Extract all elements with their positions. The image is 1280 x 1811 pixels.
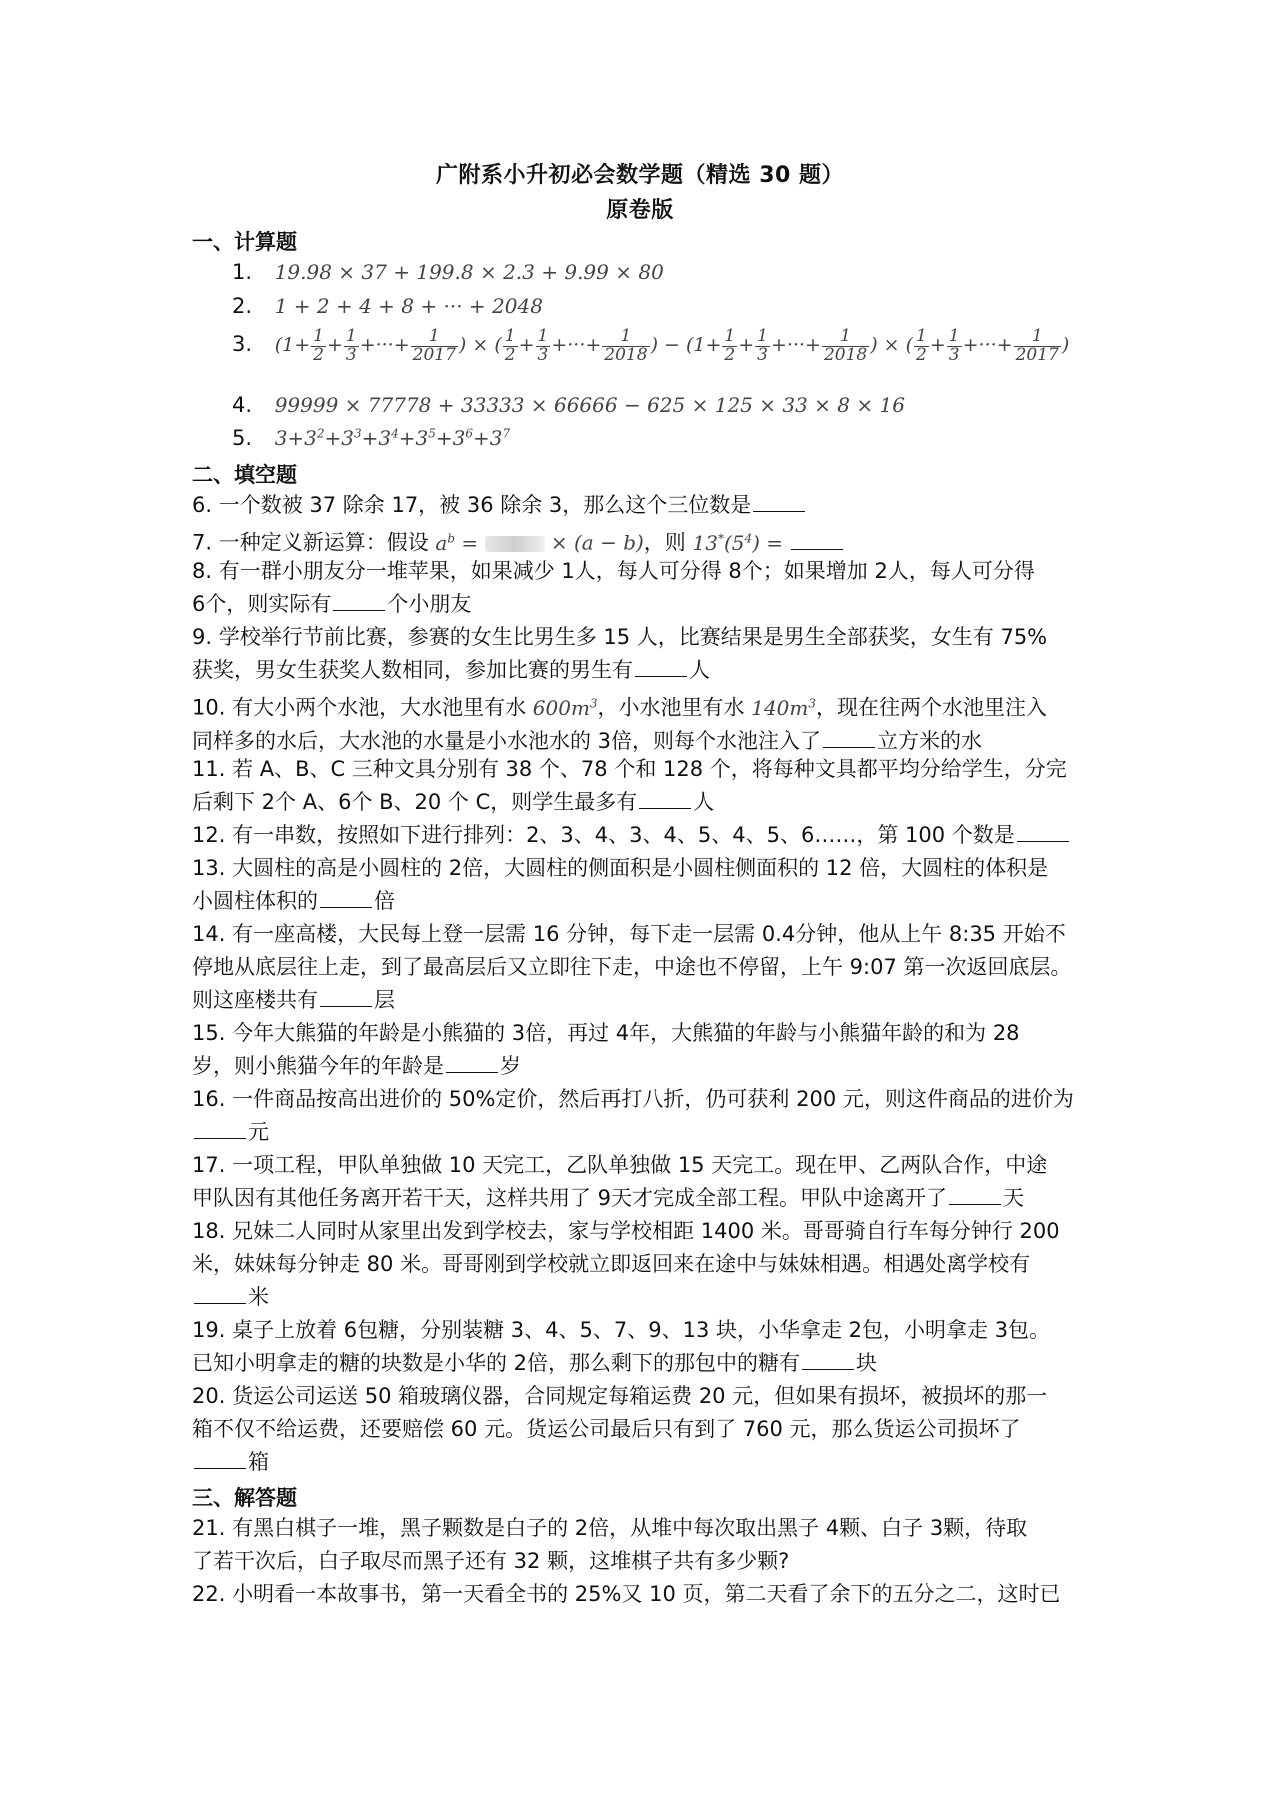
query-formula: $13^*(5^4)$ = bbox=[692, 530, 790, 555]
question-13 bbox=[192, 852, 1092, 918]
page-title: 广附系小升初必会数学题（精选 30 题） bbox=[436, 163, 844, 188]
question-18 bbox=[192, 1215, 1092, 1314]
page-subtitle: 原卷版 bbox=[606, 198, 674, 223]
calc-item-4 bbox=[232, 393, 905, 417]
question-text: 6. 一个数被 37 除余 17，被 36 除余 3，那么这个三位数是 bbox=[192, 493, 752, 517]
question-text-line-2: 甲队因有其他任务离开若干天，这样共用了 9天才完成全部工程。甲队中途离开了 bbox=[192, 1186, 948, 1210]
calc-expression-fractions: (1+ $\frac{1}{2}$ + $\frac{1}{3}$ +···+ $\frac{1}{2017}$ ) × ( $\frac{1}{2}$ + $\frac{1}{3}$ +···+ $\frac{1}{2018}$ ) − (1+ $\frac{1}{2}$ + $\frac{1}{3}$ +···+ $\frac{1}{2018}$ ) × ( $\frac{1}{2}$ + $\frac{1}{3}$ +···+ $\frac{1}{2017}$ ) bbox=[274, 326, 1070, 365]
question-text-suffix: 层 bbox=[374, 988, 395, 1012]
blurred-formula-part bbox=[485, 536, 545, 552]
calc-number: 5. bbox=[232, 426, 253, 450]
answer-blank[interactable] bbox=[194, 1118, 246, 1139]
question-text-line-1: 9. 学校举行节前比赛，参赛的女生比男生多 15 人，比赛结果是男生全部获奖，女生有 75% bbox=[192, 625, 1048, 649]
question-text-line-1: 11. 若 A、B、C 三种文具分别有 38 个、78 个和 128 个，将每种文具都平均分给学生，分完 bbox=[192, 757, 1067, 781]
question-text-line-1: 13. 大圆柱的高是小圆柱的 2倍，大圆柱的侧面积是小圆柱侧面积的 12 倍，大圆柱的体积是 bbox=[192, 856, 1049, 880]
calc-item-1 bbox=[232, 260, 664, 284]
question-text-suffix: 人 bbox=[689, 658, 710, 682]
question-text-line-1: 18. 兄妹二人同时从家里出发到学校去，家与学校相距 1400 米。哥哥骑自行车每分钟行 200 bbox=[192, 1219, 1060, 1243]
answer-blank[interactable] bbox=[194, 1283, 246, 1304]
volume-large: $600m^3$ bbox=[532, 695, 598, 720]
question-text: 10. 有大小两个水池，大水池里有水 bbox=[192, 695, 527, 720]
answer-blank[interactable] bbox=[446, 1052, 498, 1073]
answer-blank[interactable] bbox=[320, 986, 372, 1007]
answer-blank[interactable] bbox=[802, 1349, 854, 1370]
question-text-suffix: 米 bbox=[248, 1285, 269, 1309]
question-21 bbox=[192, 1512, 1092, 1578]
calc-item-5 bbox=[232, 426, 510, 450]
question-text-suffix: 人 bbox=[693, 790, 715, 814]
question-19 bbox=[192, 1314, 1092, 1380]
question-text-line-2: 6个，则实际有 bbox=[192, 592, 332, 616]
question-text-line-1: 14. 有一座高楼，大民每上登一层需 16 分钟，每下走一层需 0.4分钟，他从上午 8:35 开始不 bbox=[192, 922, 1066, 946]
question-text-line-2: 同样多的水后，大水池的水量是小水池水的 3倍，则每个水池注入了 bbox=[192, 728, 822, 753]
question-text-line-2: 箱不仅不给运费，还要赔偿 60 元。货运公司最后只有到了 760 元，那么货运公司损坏了 bbox=[192, 1417, 1021, 1441]
question-text-line-2: 了若干次后，白子取尽而黑子还有 32 颗，这堆棋子共有多少颗? bbox=[192, 1549, 790, 1573]
question-text-line-2: 后剩下 2个 A、6个 B、20 个 C，则学生最多有 bbox=[192, 790, 638, 814]
question-text-line-2: 获奖，男女生获奖人数相同，参加比赛的男生有 bbox=[192, 658, 633, 682]
question-text-line-1: 8. 有一群小朋友分一堆苹果，如果减少 1人，每人可分得 8个；如果增加 2人，每人可分得 bbox=[192, 559, 1035, 583]
question-text-line-2: 停地从底层往上走，到了最高层后又立即往下走，中途也不停留，上午 9:07 第一次返回底层。 bbox=[192, 955, 1072, 979]
answer-blank[interactable] bbox=[635, 656, 687, 677]
calc-expression: 99999 × 77778 + 33333 × 66666 − 625 × 125 × 33 × 8 × 16 bbox=[274, 393, 905, 417]
question-text-line-2: 小圆柱体积的 bbox=[192, 889, 318, 913]
question-7 bbox=[192, 522, 1092, 560]
calc-number: 1. bbox=[232, 260, 253, 284]
calc-expression: 19.98 × 37 + 199.8 × 2.3 + 9.99 × 80 bbox=[274, 260, 664, 284]
answer-blank[interactable] bbox=[823, 727, 875, 748]
answer-blank[interactable] bbox=[1017, 821, 1069, 842]
question-9 bbox=[192, 621, 1092, 687]
question-text-line-2: 米，妹妹每分钟走 80 米。哥哥刚到学校就立即返回来在途中与妹妹相遇。相遇处离学校有 bbox=[192, 1252, 1031, 1276]
answer-blank[interactable] bbox=[320, 887, 372, 908]
question-text-line-2: 岁，则小熊猫今年的年龄是 bbox=[192, 1054, 444, 1078]
question-text-line-1: 20. 货运公司运送 50 箱玻璃仪器，合同规定每箱运费 20 元，但如果有损坏，被损坏的那一 bbox=[192, 1384, 1048, 1408]
calc-number: 4. bbox=[232, 393, 253, 417]
definition-formula-tail: × (a − b) bbox=[544, 530, 644, 555]
calc-item-3 bbox=[232, 328, 1069, 365]
question-15 bbox=[192, 1017, 1092, 1083]
question-16 bbox=[192, 1083, 1092, 1149]
answer-blank[interactable] bbox=[753, 491, 805, 512]
question-8 bbox=[192, 555, 1092, 621]
question-text-line-1: 19. 桌子上放着 6包糖，分别装糖 3、4、5、7、9、13 块，小华拿走 2包，小明拿走 3包。 bbox=[192, 1318, 1051, 1342]
question-text-suffix: 天 bbox=[1003, 1186, 1025, 1210]
question-22 bbox=[192, 1578, 1092, 1611]
answer-blank[interactable] bbox=[949, 1184, 1001, 1205]
question-11 bbox=[192, 753, 1092, 819]
section-fill-blank-heading: 二、填空题 bbox=[192, 463, 297, 487]
question-10 bbox=[192, 687, 1092, 758]
question-text-suffix: 箱 bbox=[248, 1450, 269, 1474]
answer-blank[interactable] bbox=[194, 1448, 246, 1469]
question-text: ，小水池里有水 bbox=[597, 695, 745, 720]
calc-number: 3. bbox=[232, 332, 253, 357]
question-text-line-1: 15. 今年大熊猫的年龄是小熊猫的 3倍，再过 4年，大熊猫的年龄与小熊猫年龄的和为 28 bbox=[192, 1021, 1020, 1045]
answer-blank[interactable] bbox=[791, 529, 843, 550]
definition-formula: $a^b$ = bbox=[435, 530, 485, 555]
calc-number: 2. bbox=[232, 294, 253, 318]
question-text-suffix: 倍 bbox=[374, 889, 395, 913]
question-text-line-2: 已知小明拿走的糖的块数是小华的 2倍，那么剩下的那包中的糖有 bbox=[192, 1351, 801, 1375]
question-text-line-1: 17. 一项工程，甲队单独做 10 天完工，乙队单独做 15 天完工。现在甲、乙两队合作，中途 bbox=[192, 1153, 1048, 1177]
question-14 bbox=[192, 918, 1092, 1017]
question-text-suffix: 块 bbox=[856, 1351, 878, 1375]
question-text-suffix: 个小朋友 bbox=[387, 592, 472, 616]
calc-expression: 1 + 2 + 4 + 8 + ··· + 2048 bbox=[274, 294, 543, 318]
calc-item-2 bbox=[232, 294, 543, 318]
question-text-suffix: 立方米的水 bbox=[877, 728, 983, 753]
question-text-suffix: 岁 bbox=[500, 1054, 521, 1078]
question-6 bbox=[192, 489, 1092, 522]
question-20 bbox=[192, 1380, 1092, 1479]
section-solution-heading: 三、解答题 bbox=[192, 1486, 297, 1510]
question-17 bbox=[192, 1149, 1092, 1215]
question-text: ，现在往两个水池里注入 bbox=[816, 695, 1048, 720]
question-text-line-1: 22. 小明看一本故事书，第一天看全书的 25%又 10 页，第二天看了余下的五分之二，这时已 bbox=[192, 1582, 1061, 1606]
question-12 bbox=[192, 819, 1092, 852]
question-text-suffix: 元 bbox=[248, 1120, 269, 1144]
answer-blank[interactable] bbox=[639, 788, 691, 809]
question-text-line-1: 21. 有黑白棋子一堆，黑子颗数是白子的 2倍，从堆中每次取出黑子 4颗、白子 3颗，待取 bbox=[192, 1516, 1028, 1540]
question-text-line-1: 16. 一件商品按高出进价的 50%定价，然后再打八折，仍可获利 200 元，则这件商品的进价为 bbox=[192, 1087, 1074, 1111]
question-text: ，则 bbox=[643, 530, 686, 555]
question-text-line-3: 则这座楼共有 bbox=[192, 988, 318, 1012]
answer-blank[interactable] bbox=[333, 590, 385, 611]
question-text: 12. 有一串数，按照如下进行排列：2、3、4、3、4、5、4、5、6……，第 100 个数是 bbox=[192, 823, 1015, 847]
question-text: 7. 一种定义新运算：假设 bbox=[192, 530, 429, 555]
volume-small: $140m^3$ bbox=[751, 695, 817, 720]
calc-expression-powers: $3+3^2+3^3+3^4+3^5+3^6+3^7$ bbox=[274, 426, 511, 450]
section-calculation-heading: 一、计算题 bbox=[192, 230, 297, 254]
